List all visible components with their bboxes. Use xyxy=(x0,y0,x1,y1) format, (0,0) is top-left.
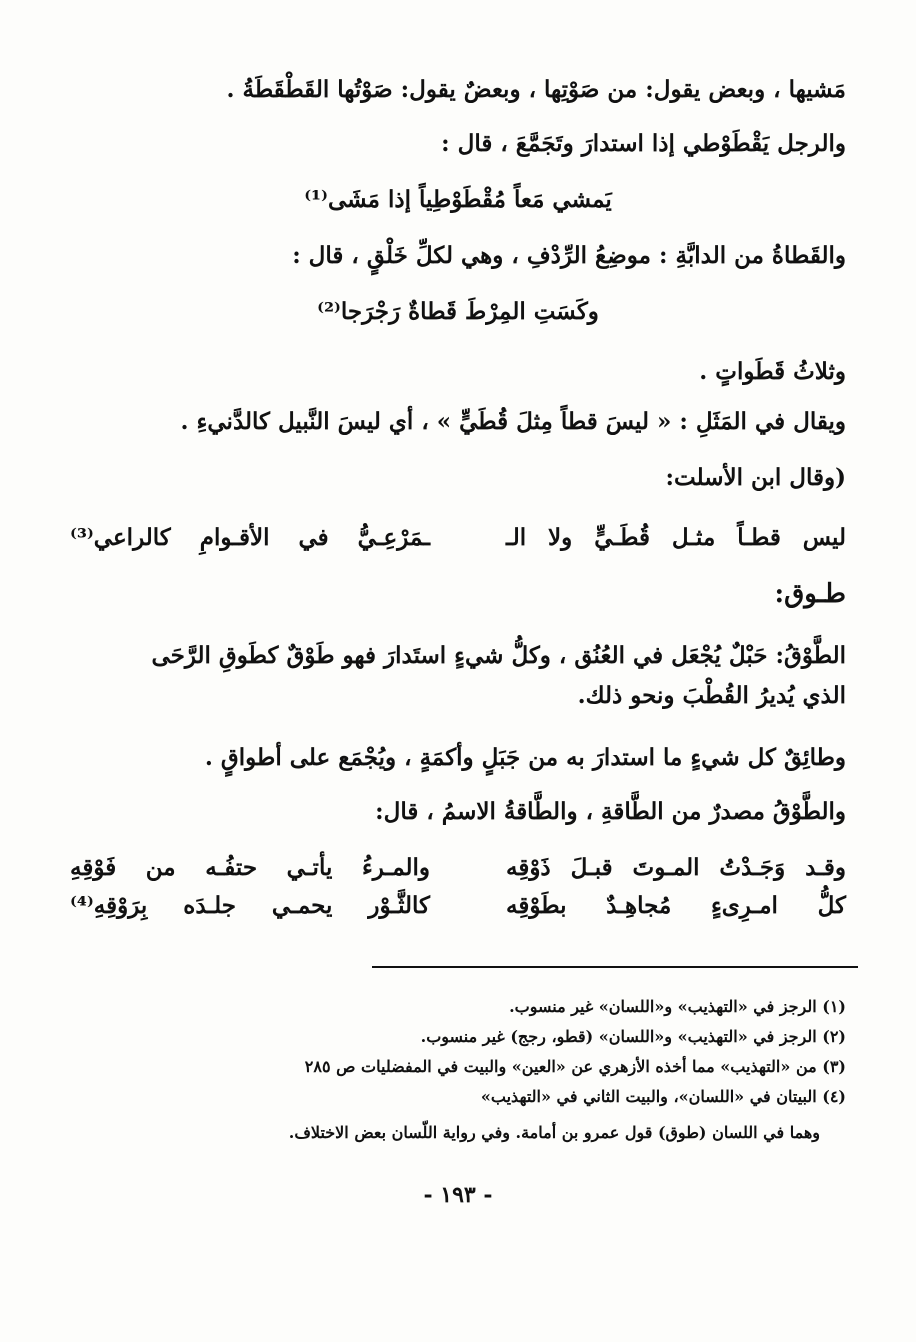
footnote-4-continued: وهما في اللسان (طوق) قول عمرو بن أمامة. وفي رواية اللّسان بعض الاختلاف. xyxy=(288,1123,820,1142)
para2-line: وطائِقٌ كل شيءٍ ما استدارَ به من جَبَلٍ وأكمَةٍ ، ويُجْمَع على أطواقٍ . xyxy=(204,744,846,771)
verse-line-2: وكَسَتِ المِرْطَ قَطاةٌ رَجْرَجا⁽²⁾ xyxy=(317,298,599,325)
para1-line-1: الطَّوْقُ: حَبْلٌ يُجْعَل في العُنُق ، وكلُّ شيءٍ استَدارَ فهو طَوْقٌ كطَوقِ الرَّحَى xyxy=(151,642,846,669)
text-line-6: (وقال ابن الأسلت: xyxy=(665,464,846,491)
verse-hemistich-left: ـمَرْعِـيُّ في الأقـوامِ كالراعي⁽³⁾ xyxy=(70,524,430,551)
footnote-3: (٣) من «التهذيب» مما أخذه الأزهري عن «العين» والبيت في المفضليات ص ٢٨٥ xyxy=(304,1057,846,1076)
footnote-1: (١) الرجز في «التهذيب» و«اللسان» غير منسوب. xyxy=(509,997,846,1016)
verse-hemistich-right: وقـد وَجَـدْتُ المـوتَ قبـلَ ذَوْقِه xyxy=(506,854,846,881)
text-line-4: وثلاثُ قَطَواتٍ . xyxy=(699,358,846,385)
verse-hemistich-left: كالثَّـوْر يحمـي جلـدَه بِرَوْقِهِ⁽⁴⁾ xyxy=(70,892,430,919)
verse-hemistich-left: والمـرءُ يأتـي حتفُـه من فَوْقِهِ xyxy=(70,854,430,881)
verse-row-1 xyxy=(70,516,846,560)
footnote-4: (٤) البيتان في «اللسان»، والبيت الثاني في «التهذيب» xyxy=(480,1087,846,1106)
text-line-1: مَشيها ، وبعض يقول: من صَوْتِها ، وبعضٌ يقول: صَوْتُها القَطْقَطَةُ . xyxy=(226,76,846,103)
para1-line-2: الذي يُديرُ القُطْبَ ونحو ذلك. xyxy=(577,682,846,709)
page-number: - ١٩٣ - xyxy=(423,1182,493,1208)
footnote-divider xyxy=(372,966,858,968)
verse-hemistich-right: ليس قطـاً مثـل قُطَـيٍّ ولا الـ xyxy=(506,524,846,551)
footnote-2: (٢) الرجز في «التهذيب» و«اللسان» (قطو، رجج) غير منسوب. xyxy=(420,1027,846,1046)
verse-hemistich-right: كلُّ امـرِىءٍ مُجاهِـدٌ بطَوْقِه xyxy=(506,892,846,919)
verse-row-3 xyxy=(70,884,846,928)
text-line-2: والرجل يَقْطَوْطي إذا استدارَ وتَجَمَّعَ ، قال : xyxy=(441,130,846,157)
entry-heading: طـوق: xyxy=(774,579,846,609)
text-line-5: ويقال في المَثَلِ : « ليسَ قطاً مِثلَ قُطَيٍّ » ، أي ليسَ النَّبيل كالدَّنيءِ . xyxy=(180,408,846,435)
text-line-3: والقَطاةُ من الدابَّةِ : موضِعُ الرِّدْفِ ، وهي لكلِّ خَلْقٍ ، قال : xyxy=(292,242,846,269)
para3-line: والطَّوْقُ مصدرٌ من الطَّاقةِ ، والطَّاقةُ الاسمُ ، قال: xyxy=(375,798,846,825)
verse-line-1: يَمشي مَعاً مُقْطَوْطِياً إذا مَشَى⁽¹⁾ xyxy=(304,186,612,213)
